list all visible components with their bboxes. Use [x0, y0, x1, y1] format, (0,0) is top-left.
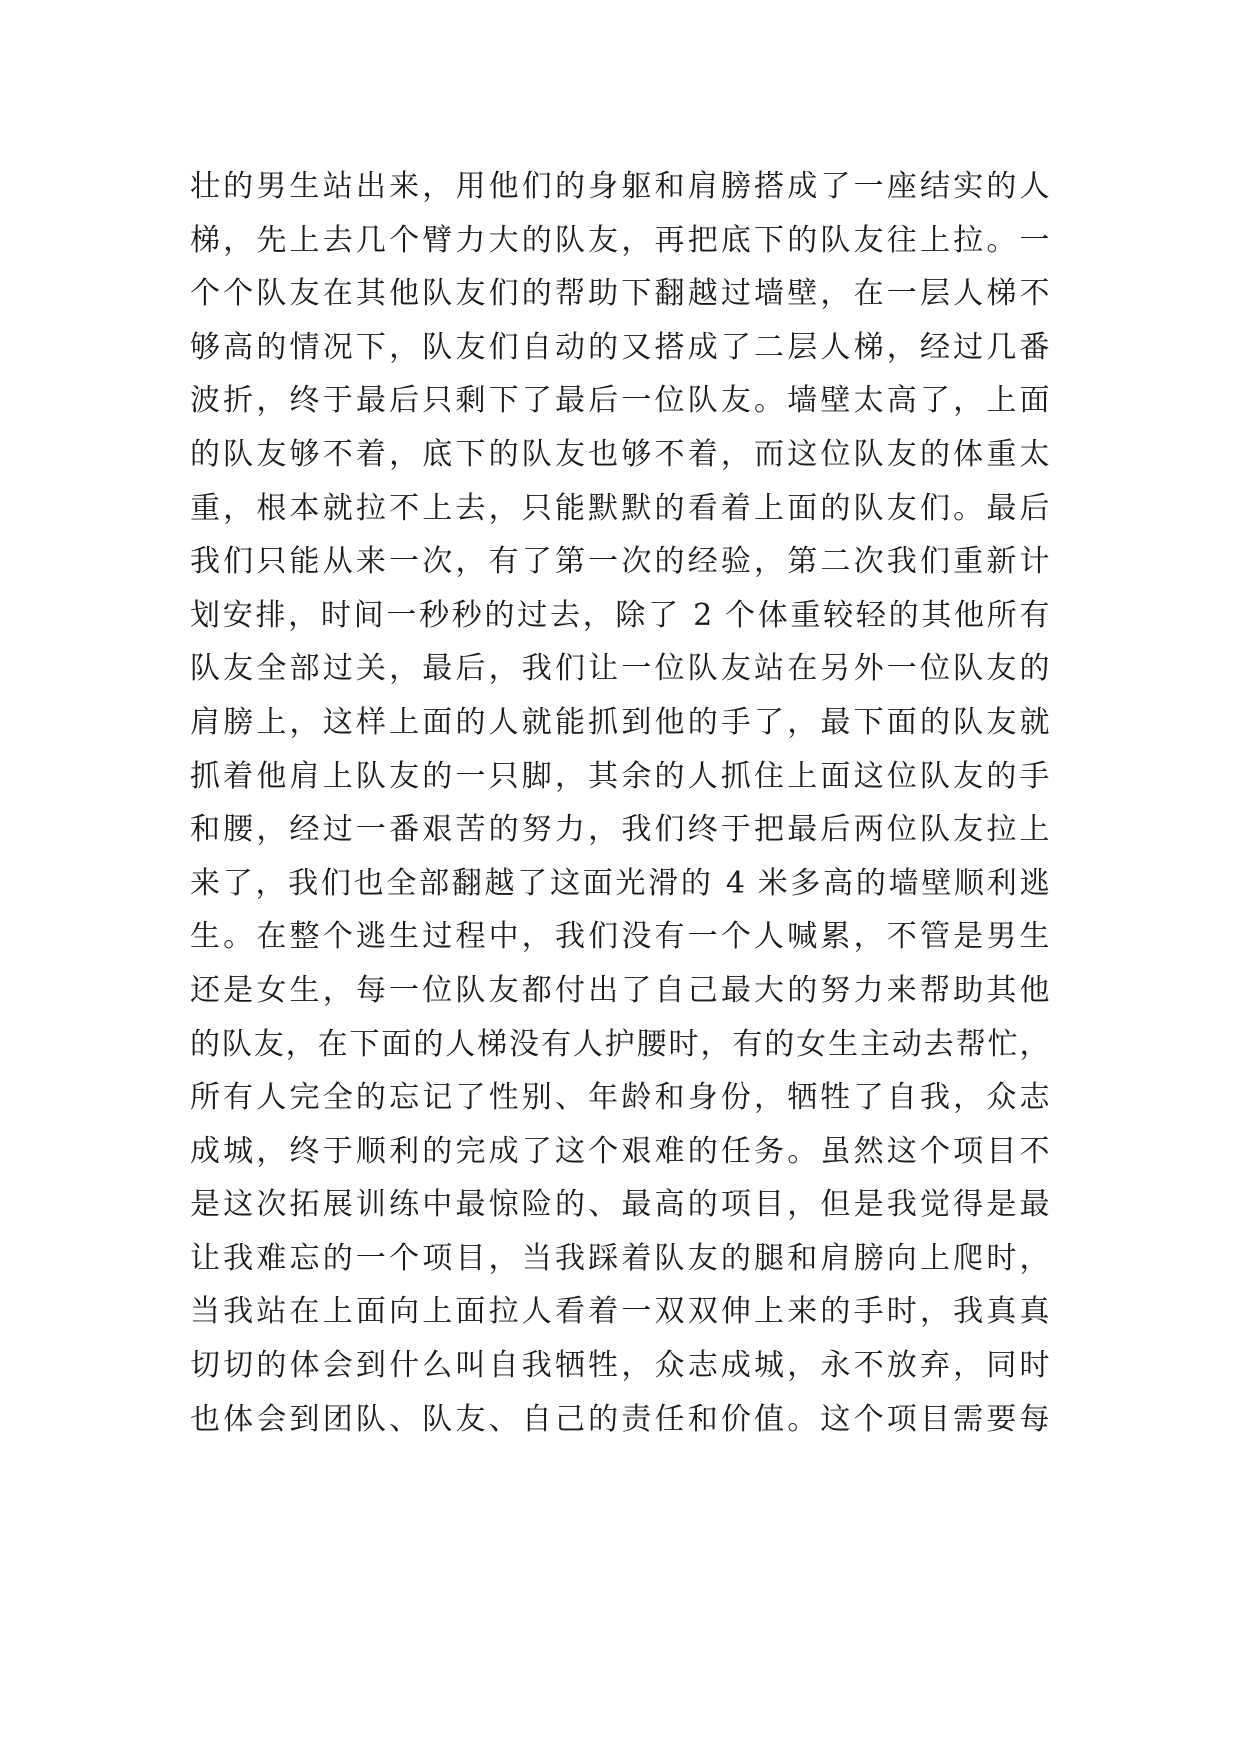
text-line: 来了，我们也全部翻越了这面光滑的 4 米多高的墙壁顺利逃	[190, 865, 1050, 901]
body-text	[190, 160, 1050, 1446]
text-line: 划安排，时间一秒秒的过去，除了 2 个体重较轻的其他所有	[190, 597, 1050, 633]
text-line: 生。在整个逃生过程中，我们没有一个人喊累，不管是男生	[190, 919, 1050, 955]
text-line: 我们只能从来一次，有了第一次的经验，第二次我们重新计	[190, 544, 1050, 580]
text-line: 当我站在上面向上面拉人看着一双双伸上来的手时，我真真	[190, 1294, 1050, 1330]
text-line: 够高的情况下，队友们自动的又搭成了二层人梯，经过几番	[190, 329, 1050, 365]
text-line: 成城，终于顺利的完成了这个艰难的任务。虽然这个项目不	[190, 1133, 1050, 1169]
text-line: 所有人完全的忘记了性别、年龄和身份，牺牲了自我，众志	[190, 1080, 1050, 1116]
text-line: 是这次拓展训练中最惊险的、最高的项目，但是我觉得是最	[190, 1187, 1050, 1223]
text-line: 让我难忘的一个项目，当我踩着队友的腿和肩膀向上爬时，	[190, 1240, 1050, 1276]
text-line: 切切的体会到什么叫自我牺牲，众志成城，永不放弃，同时	[190, 1348, 1050, 1384]
text-line: 的队友够不着，底下的队友也够不着，而这位队友的体重太	[190, 436, 1050, 472]
text-line: 波折，终于最后只剩下了最后一位队友。墙壁太高了，上面	[190, 383, 1050, 419]
text-line: 和腰，经过一番艰苦的努力，我们终于把最后两位队友拉上	[190, 812, 1050, 848]
text-line: 抓着他肩上队友的一只脚，其余的人抓住上面这位队友的手	[190, 758, 1050, 794]
text-line: 重，根本就拉不上去，只能默默的看着上面的队友们。最后	[190, 490, 1050, 526]
text-line: 的队友，在下面的人梯没有人护腰时，有的女生主动去帮忙，	[190, 1026, 1050, 1062]
text-line: 还是女生，每一位队友都付出了自己最大的努力来帮助其他	[190, 972, 1050, 1008]
text-line: 壮的男生站出来，用他们的身躯和肩膀搭成了一座结实的人	[190, 169, 1050, 204]
text-line: 梯，先上去几个臂力大的队友，再把底下的队友往上拉。一	[190, 222, 1050, 258]
text-line: 队友全部过关，最后，我们让一位队友站在另外一位队友的	[190, 651, 1050, 687]
text-line: 个个队友在其他队友们的帮助下翻越过墙壁，在一层人梯不	[190, 276, 1050, 312]
text-line: 也体会到团队、队友、自己的责任和价值。这个项目需要每	[190, 1401, 1050, 1437]
text-line: 肩膀上，这样上面的人就能抓到他的手了，最下面的队友就	[190, 704, 1050, 740]
